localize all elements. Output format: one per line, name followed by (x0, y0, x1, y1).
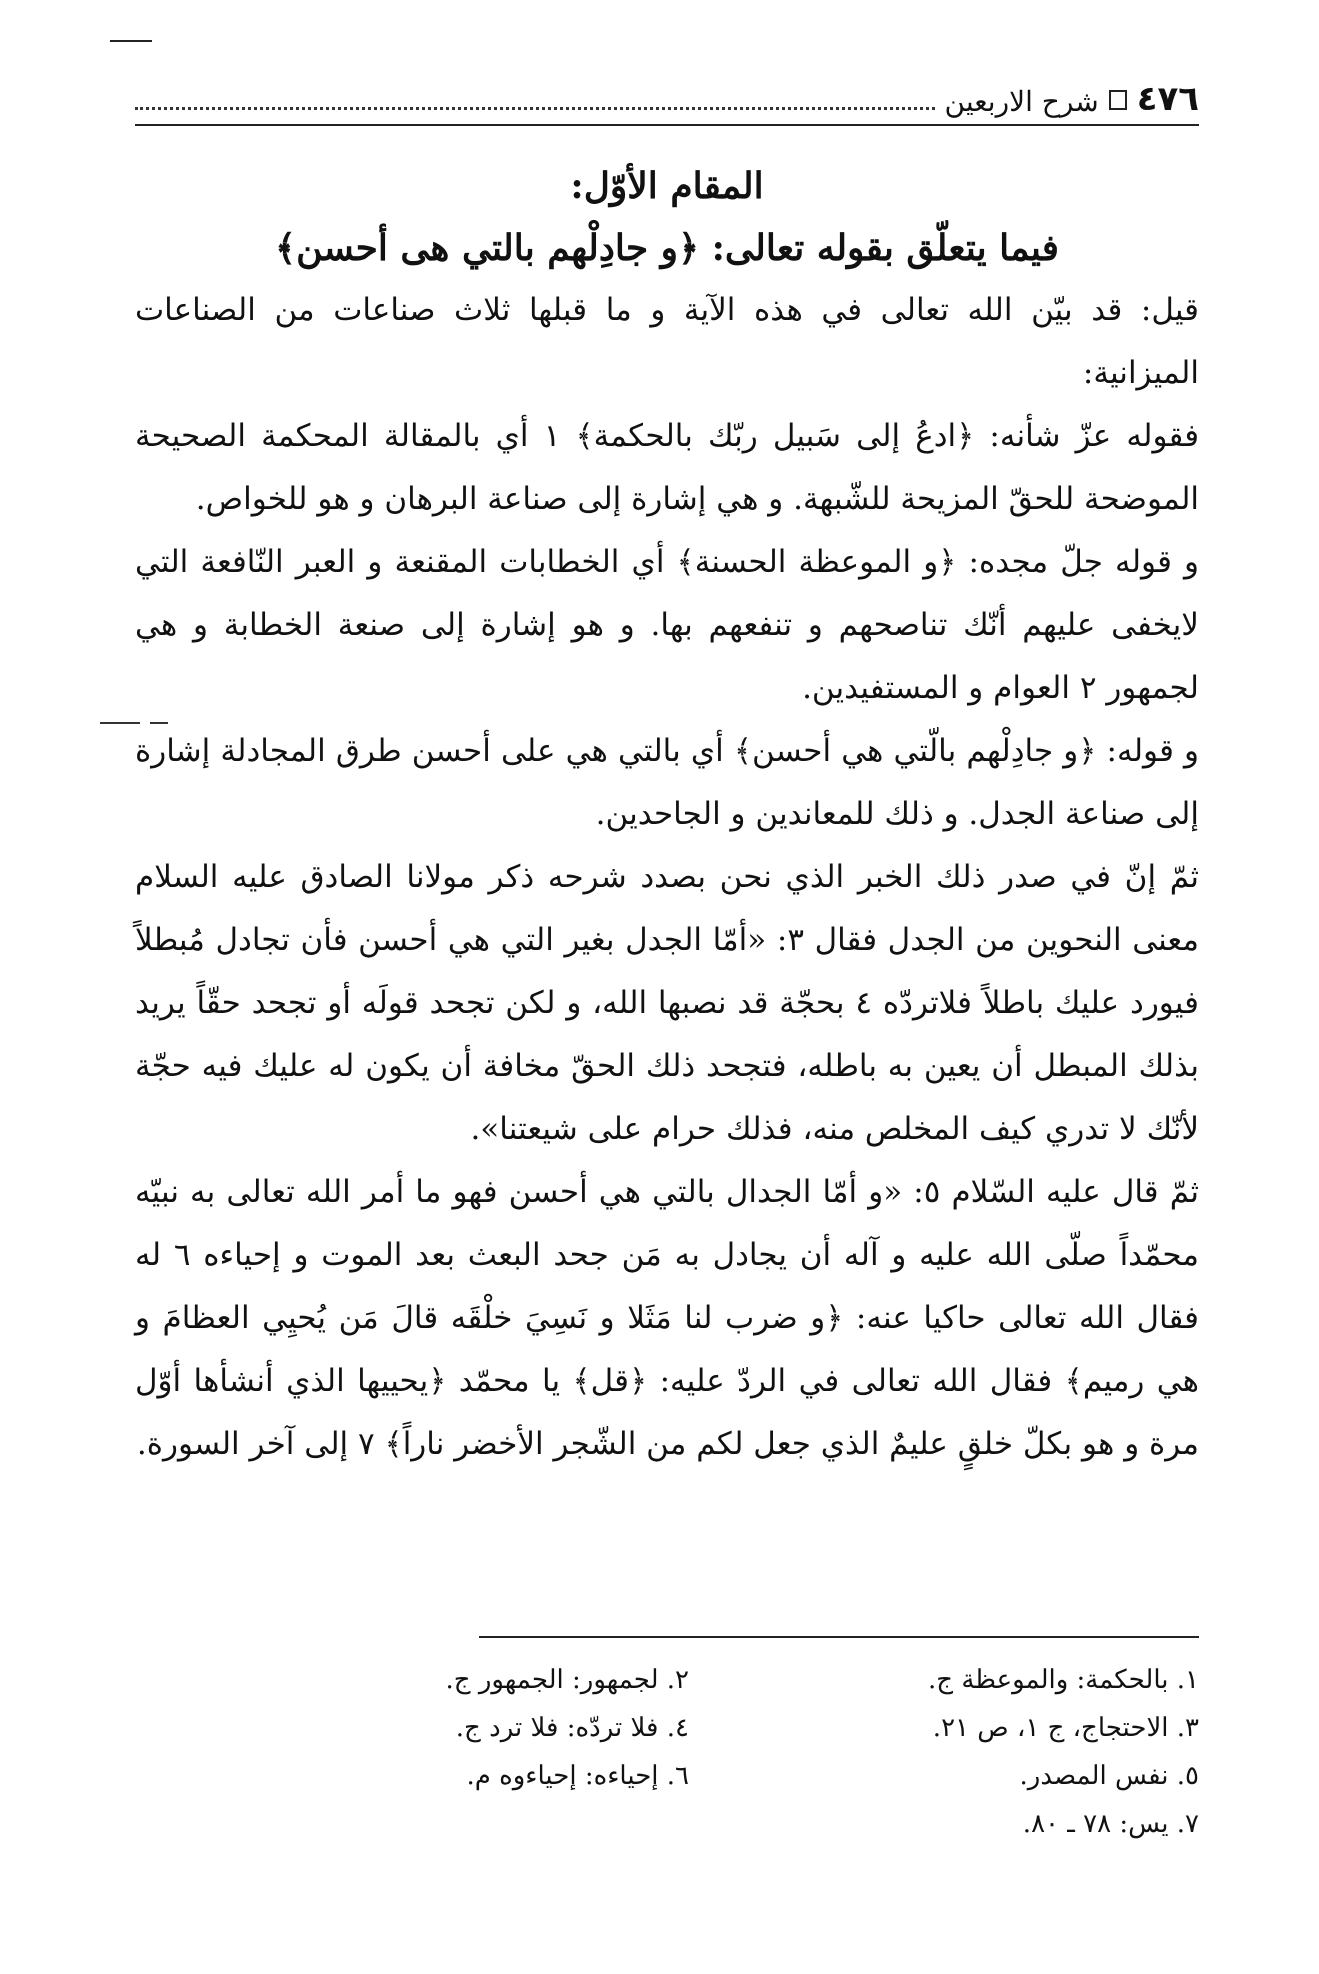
paragraph: و قوله: ﴿و جادِلْهم بالّتي هي أحسن﴾ أي بالتي هي على أحسن طرق المجادلة إشارة إلى صناعة الجدل. و ذلك للمعاندين و الجاحدين. (135, 733, 1199, 832)
margin-mark (100, 722, 140, 724)
running-title: شرح الاربعين (944, 85, 1099, 118)
paragraph: و قوله جلّ مجده: ﴿و الموعظة الحسنة﴾ أي الخطابات المقنعة و العبر النّافعة التي لايخفى عليهم أنّك تناصحهم و تنفعهم بها. و هو إشارة إلى صنعة الخطابة و هي لجمهور ٢ العوام و المستفيدين. (135, 544, 1199, 706)
paragraph: ثمّ إنّ في صدر ذلك الخبر الذي نحن بصدد شرحه ذكر مولانا الصادق عليه السلام معنى النحوين من الجدل فقال ٣: «أمّا الجدل بغير التي هي أحسن فأن تجادل مُبطلاً فيورد عليك باطلاً فلاتردّه ٤ بحجّة قد نصبها الله، و لكن تجحد قولَه أو تجحد حقّاً يريد بذلك المبطل أن يعين به باطله، فتجحد ذلك الحقّ مخافة أن يكون له عليك فيه حجّة لأنّك لا تدري كيف المخلص منه، فذلك حرام على شيعتنا». (135, 859, 1199, 1147)
page-header (135, 60, 1199, 126)
page-number: ٤٧٦ (1136, 79, 1199, 119)
footnote-item: ٦. إحياءه: إحياءوه م. (466, 1761, 689, 1791)
margin-mark (150, 722, 168, 724)
square-ornament-icon (1109, 90, 1127, 110)
header-dotted-leader (135, 107, 935, 110)
paragraph: ثمّ قال عليه السّلام ٥: «و أمّا الجدال بالتي هي أحسن فهو ما أمر الله تعالى به نبيّه محمّداً صلّى الله عليه و آله أن يجادل به مَن جحد البعث بعد الموت و إحياءه ٦ له فقال الله تعالى حاكيا عنه: ﴿و ضرب لنا مَثَلا و نَسِيَ خلْقَه قالَ مَن يُحيِي العظامَ و هي رميم﴾ فقال الله تعالى في الردّ عليه: ﴿قل﴾ يا محمّد ﴿يحييها الذي أنشأها أوّل مرة و هو بكلّ خلقٍ عليمٌ الذي جعل لكم من الشّجر الأخضر ناراً﴾ ٧ إلى آخر السورة. (135, 1174, 1199, 1462)
footnote-item: ٥. نفس المصدر. (1019, 1761, 1199, 1791)
footnote-item: ٧. يس: ٧٨ ـ ٨٠. (1022, 1809, 1199, 1839)
section-heading: المقام الأوّل: (570, 165, 764, 207)
footnotes (135, 1660, 1199, 1844)
footnote-item: ٣. الاحتجاج، ج ١، ص ٢١. (932, 1713, 1199, 1743)
footnote-item: ١. بالحكمة: والموعظة ج. (928, 1665, 1199, 1695)
footnote-item: ٤. فلا تردّه: فلا ترد ج. (455, 1713, 689, 1743)
subsection-heading: فيما يتعلّق بقوله تعالى: ﴿و جادِلْهم بالتي هى أحسن﴾ (275, 227, 1059, 269)
footnote-item: ٢. لجمهور: الجمهور ج. (445, 1665, 689, 1695)
corner-crop-mark (110, 40, 152, 42)
paragraph: فقوله عزّ شأنه: ﴿ادعُ إلى سَبيل ربّك بالحكمة﴾ ١ أي بالمقالة المحكمة الصحيحة الموضحة للحقّ المزيحة للشّبهة. و هي إشارة إلى صناعة البرهان و هو للخواص. (135, 418, 1200, 517)
main-text (135, 155, 1199, 1476)
paragraph: قيل: قد بيّن الله تعالى في هذه الآية و ما قبلها ثلاث صناعات من الصناعات الميزانية: (135, 292, 1199, 391)
footnote-separator (479, 1636, 1199, 1638)
